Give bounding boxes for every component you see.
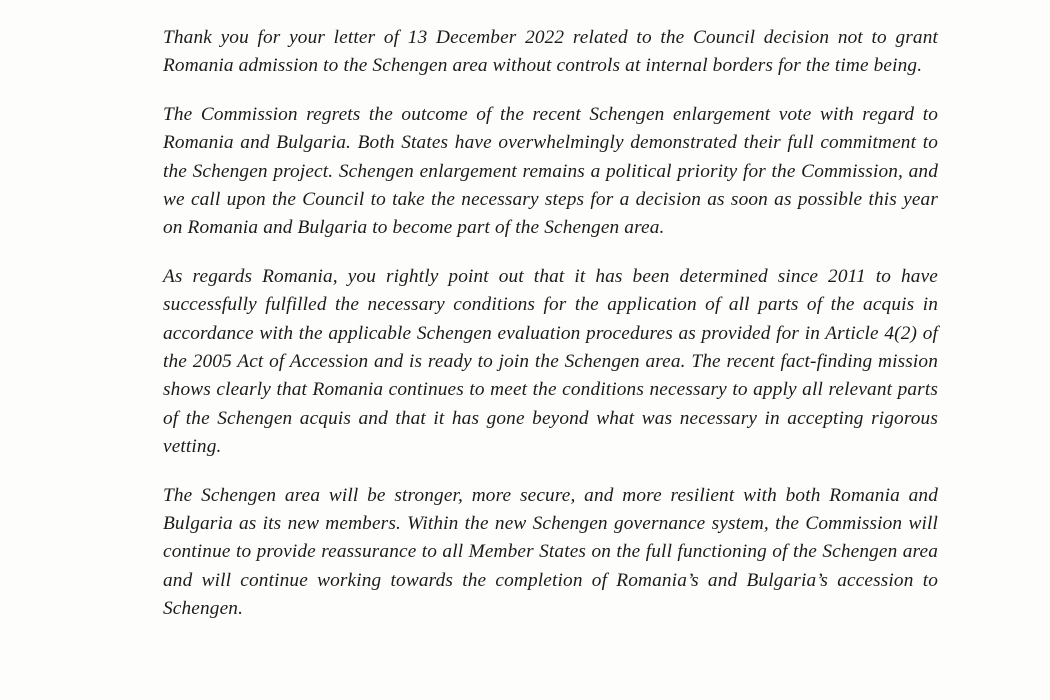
paragraph-commission-regrets: The Commission regrets the outcome of the recent Schengen enlargement vote with regard to Romania and Bulgaria. Both States have overwhelmingly demonstrated their full commitment to the Schengen project. Schengen enlargement remains a political priority for the Commission, and we call upon the Council to take the necessary steps for a decision as soon as possible this year on Romania and Bulgaria to become part of the Schengen area. (163, 104, 938, 239)
letter-body (163, 24, 938, 623)
paragraph-reply-acknowledgement: Thank you for your letter of 13 December 2022 related to the Council decision not to grant Romania admission to the Schengen area without controls at internal borders for the time being. (163, 27, 938, 77)
paragraph-schengen-future: The Schengen area will be stronger, more secure, and more resilient with both Romania and Bulgaria as its new members. Within the new Schengen governance system, the Commission will continue to provide reassurance to all Member States on the full functioning of the Schengen area and will continue working towards the completion of Romania’s and Bulgaria’s accession to Schengen. (163, 484, 938, 619)
paragraph-romania-conditions: As regards Romania, you rightly point out that it has been determined since 2011 to have successfully fulfilled the necessary conditions for the application of all parts of the acquis in accordance with the applicable Schengen evaluation procedures as provided for in Article 4(2) of the 2005 Act of Accession and is ready to join the Schengen area. The recent fact-finding mission shows clearly that Romania continues to meet the conditions necessary to apply all relevant parts of the Schengen acquis and that it has gone beyond what was necessary in accepting rigorous vetting. (163, 266, 938, 457)
